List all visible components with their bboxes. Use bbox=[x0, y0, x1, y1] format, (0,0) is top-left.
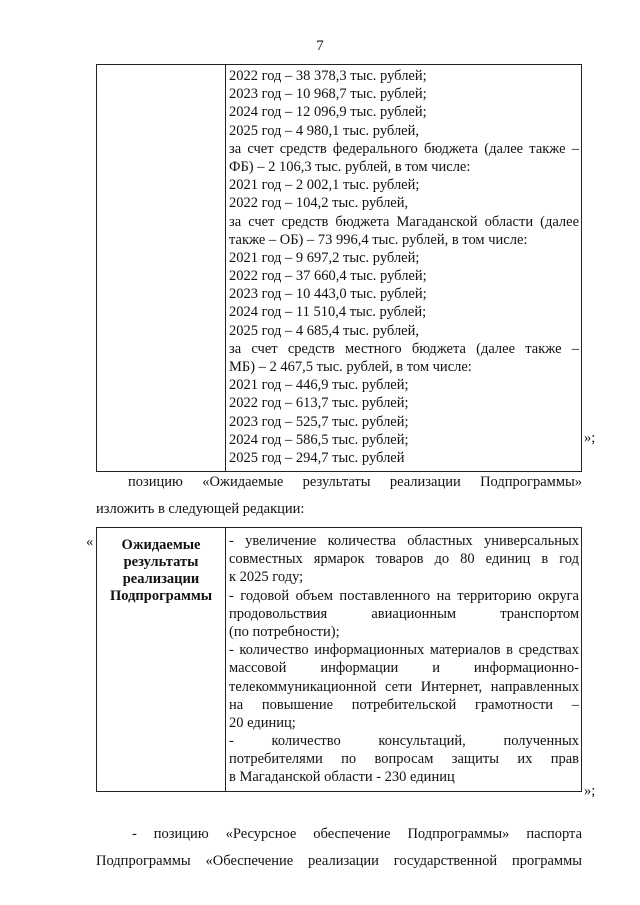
result-line: (по потребности); bbox=[229, 623, 340, 640]
funding-line: 2022 год – 37 660,4 тыс. рублей; bbox=[229, 268, 427, 285]
result-line: продовольствия авиационным транспортом bbox=[229, 605, 579, 622]
funding-line: 2024 год – 11 510,4 тыс. рублей; bbox=[229, 304, 427, 321]
result-line: к 2025 году; bbox=[229, 569, 304, 586]
expected-results-value-cell bbox=[226, 528, 582, 792]
funding-line: 2025 год – 4 685,4 тыс. рублей, bbox=[229, 322, 420, 339]
funding-line: 2025 год – 4 980,1 тыс. рублей, bbox=[229, 122, 420, 139]
expected-results-label: Ожидаемые результаты реализации Подпрограммы bbox=[97, 528, 226, 792]
table2-closing-quote: »; bbox=[584, 783, 596, 799]
funding-line: 2023 год – 10 968,7 тыс. рублей; bbox=[229, 86, 427, 103]
paragraph1-line2: изложить в следующей редакции: bbox=[96, 501, 305, 517]
result-line: - количество консультаций, полученных bbox=[229, 733, 579, 750]
result-line: - годовой объем поставленного на территорию округа bbox=[229, 587, 579, 604]
funding-table-value-cell bbox=[226, 65, 582, 472]
result-line: массовой информации и информационно- bbox=[229, 660, 579, 677]
funding-line: ФБ) – 2 106,3 тыс. рублей, в том числе: bbox=[229, 158, 471, 175]
funding-line: 2021 год – 446,9 тыс. рублей; bbox=[229, 377, 409, 394]
funding-line: за счет средств федерального бюджета (далее также – bbox=[229, 140, 579, 157]
result-line: на повышение потребительской грамотности – bbox=[229, 696, 579, 713]
table1-closing-quote: »; bbox=[584, 430, 596, 446]
expected-results-table bbox=[96, 527, 582, 792]
result-line: совместных ярмарок товаров до 80 единиц в год bbox=[229, 551, 579, 568]
result-line: - увеличение количества областных универсальных bbox=[229, 533, 579, 549]
funding-line: за счет средств бюджета Магаданской области (далее bbox=[229, 213, 579, 230]
funding-line: 2022 год – 38 378,3 тыс. рублей; bbox=[229, 68, 427, 84]
result-line: телекоммуникационной сети Интернет, направленных bbox=[229, 678, 579, 695]
paragraph1-line1: позицию «Ожидаемые результаты реализации Подпрограммы» bbox=[128, 474, 582, 490]
page-number: 7 bbox=[316, 38, 324, 54]
funding-line: 2021 год – 9 697,2 тыс. рублей; bbox=[229, 249, 420, 266]
funding-table-label-cell bbox=[97, 65, 226, 472]
funding-table bbox=[96, 64, 582, 472]
funding-line: 2024 год – 12 096,9 тыс. рублей; bbox=[229, 104, 427, 121]
result-line: в Магаданской области - 230 единиц bbox=[229, 769, 455, 786]
table2-opening-quote: « bbox=[86, 534, 94, 550]
funding-line: также – ОБ) – 73 996,4 тыс. рублей, в том числе: bbox=[229, 231, 528, 248]
result-line: - количество информационных материалов в средствах bbox=[229, 642, 579, 659]
funding-line: 2022 год – 104,2 тыс. рублей, bbox=[229, 195, 409, 212]
funding-line: 2021 год – 2 002,1 тыс. рублей; bbox=[229, 177, 420, 194]
result-line: 20 единиц; bbox=[229, 714, 296, 731]
funding-line: за счет средств местного бюджета (далее также – bbox=[229, 340, 579, 357]
paragraph2-line1: - позицию «Ресурсное обеспечение Подпрограммы» паспорта bbox=[132, 826, 582, 842]
funding-line: 2023 год – 10 443,0 тыс. рублей; bbox=[229, 286, 427, 303]
funding-line: 2024 год – 586,5 тыс. рублей; bbox=[229, 431, 409, 448]
funding-line: МБ) – 2 467,5 тыс. рублей, в том числе: bbox=[229, 359, 472, 375]
funding-line: 2022 год – 613,7 тыс. рублей; bbox=[229, 395, 409, 412]
funding-line: 2025 год – 294,7 тыс. рублей bbox=[229, 449, 405, 466]
result-line: потребителями по вопросам защиты их прав bbox=[229, 751, 579, 768]
paragraph2-line2: Подпрограммы «Обеспечение реализации государственной программы bbox=[96, 853, 582, 869]
funding-line: 2023 год – 525,7 тыс. рублей; bbox=[229, 413, 409, 430]
